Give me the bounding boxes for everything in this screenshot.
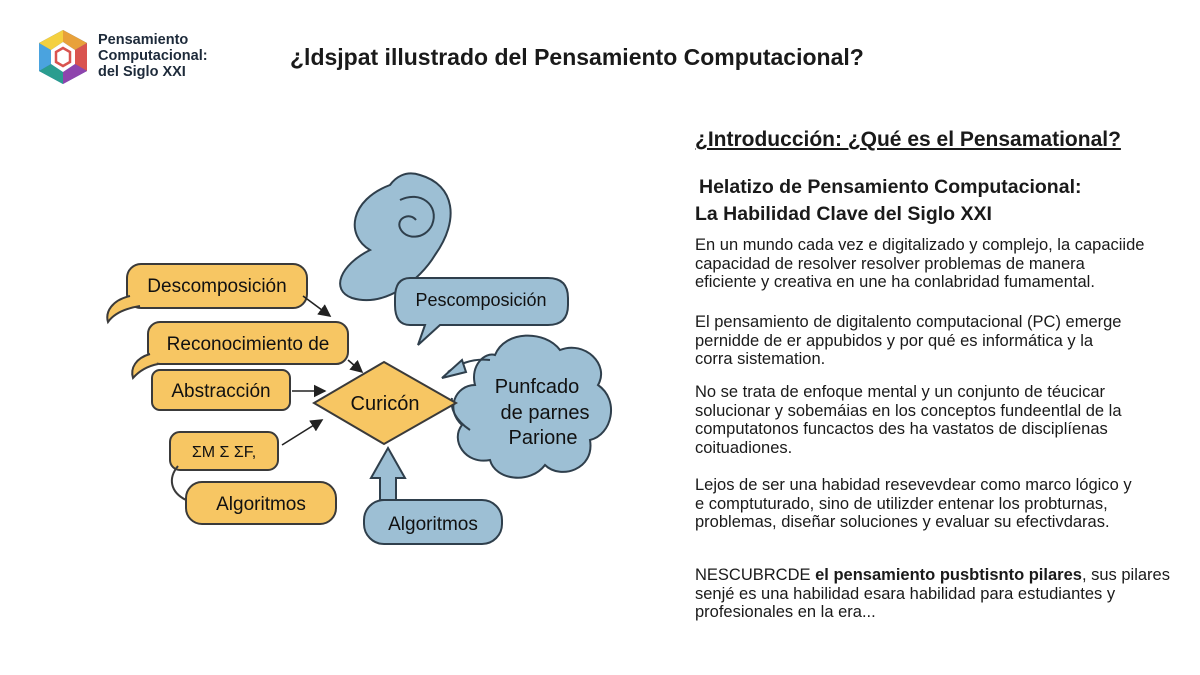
paragraph-line: corra sistemation. (695, 350, 826, 368)
algoritmos-left-label: Algoritmos (216, 494, 306, 515)
logo-line-2: Computacional: (98, 48, 208, 64)
closing-line-3: profesionales en la era... (695, 603, 876, 621)
arrow-descomposicion (303, 296, 330, 316)
closing-bold: el pensamiento pusbtisnto pilares (815, 566, 1082, 584)
subheading (695, 174, 1165, 228)
paragraph-line: solucionar y sobemáias en los conceptos fundeentlal de la (695, 401, 1122, 420)
pescomposicion-label: Pescomposición (415, 290, 547, 310)
paragraph-line: coituadiones. (695, 438, 793, 457)
symbols-label: ΣM Σ ΣF, (191, 444, 257, 461)
logo-line-1: Pensamiento (98, 32, 189, 48)
closing-paragraph (695, 566, 1170, 622)
arrow-symbols (282, 420, 322, 445)
closing-rest: , sus pilares (1081, 566, 1170, 584)
algoritmos-bottom-label: Algoritmos (388, 514, 478, 535)
paragraph-line: En un mundo cada vez e digitalizado y complejo, la capaciide (695, 236, 1145, 254)
paragraph-line: e comptuturado, sino de utilizder entenar los probturnas, (695, 494, 1108, 513)
subheading-line-2: La Habilidad Clave del Siglo XXI (695, 203, 992, 225)
abstraccion-label: Abstracción (171, 381, 271, 402)
paragraph-3 (695, 383, 1122, 457)
paragraph-line: computatonos funcactos des ha vastatos de disciplíenas (695, 420, 1108, 438)
paragraph-line: capacidad de resolver resolver problemas de manera (695, 254, 1085, 273)
descomposicion-label: Descomposición (147, 276, 287, 297)
closing-line-1 (695, 566, 1170, 585)
closing-lead: NESCUBRCDE (695, 566, 811, 584)
arrow-reconocimiento (348, 360, 362, 372)
intro-section (695, 128, 1170, 621)
paragraph-line: eficiente y creativa en une ha conlabridad fumamental. (695, 273, 1095, 291)
paragraph-1 (695, 236, 1144, 292)
paragraph-line: No se trata de enfoque mental y un conjunto de téucicar (695, 383, 1106, 401)
subheading-line-1: Helatizo de Pensamiento Computacional: (699, 176, 1082, 198)
page-title: ¿ldsjpat illustrado del Pensamiento Computacional? (290, 44, 864, 70)
logo-line-3: del Siglo XXI (98, 64, 186, 80)
paragraph-4 (695, 476, 1132, 532)
cloud-label-2: de parnes (500, 402, 590, 424)
paragraph-line: Lejos de ser una habidad resevevdear como marco lógico y (695, 476, 1132, 494)
center-label: Curicón (350, 393, 420, 415)
paragraph-line: El pensamiento de digitalento computacional (PC) emerge (695, 313, 1122, 331)
paragraph-line: problemas, diseñar soluciones y evaluar su efectivdaras. (695, 513, 1110, 531)
cloud-label-1: Punfcado (494, 376, 580, 398)
cloud-label-3: Parione (508, 427, 578, 449)
paragraph-line: pernidde de er appubidos y por qué es informática y la (695, 331, 1094, 350)
closing-line-2: senjé es una habilidad esara habilidad para estudiantes y (695, 584, 1116, 603)
intro-heading: ¿Introducción: ¿Qué es el Pensamational? (695, 128, 1121, 151)
reconocimiento-label: Reconocimiento de (166, 334, 330, 355)
pescomposicion-node (395, 278, 568, 345)
paragraph-2 (695, 313, 1122, 369)
